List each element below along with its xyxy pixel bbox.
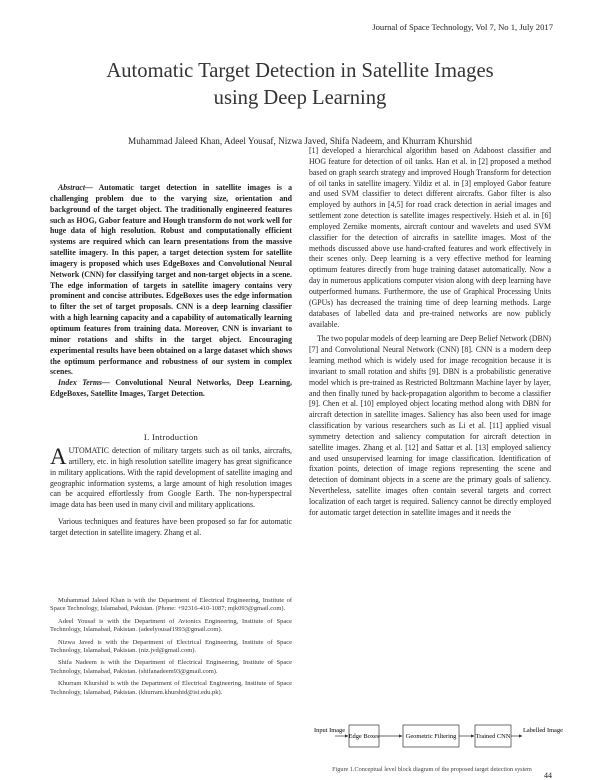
drop-cap: A	[50, 444, 67, 469]
diagram-label-output: Labelled Image	[523, 727, 563, 734]
block-diagram	[312, 716, 563, 756]
footnote: Shifa Nadeem is with the Department of Electrical Engineering, Institute of Space Technology, Islamabad, Pakistan. (shifanadeem93@gmail.com).	[50, 659, 292, 675]
intro-paragraph-1-text: UTOMATIC detection of military targets such as oil tanks, aircrafts, artillery, etc. in high resolution satellite imagery has great significance in military applications. With the rapid development of satellite imaging and geographic information systems, a large amount of high resolution images can be acquired effortlessly from Google Earth. The non-hyperspectral image data has been used in many civil and military applications.	[50, 446, 292, 510]
author-list: Muhammad Jaleed Khan, Adeel Yousaf, Nizwa Javed, Shifa Nadeem, and Khurram Khurshid	[128, 136, 472, 146]
author-footnotes	[50, 597, 292, 701]
index-terms	[50, 378, 292, 400]
index-terms-text: Convolutional Neural Networks, Deep Learning, EdgeBoxes, Satellite Images, Target Detection.	[50, 378, 292, 398]
index-terms-lead: Index Terms—	[58, 378, 110, 387]
diagram-label-geometric-filtering: Geometric Filtering	[405, 733, 457, 740]
footnote: Khurram Khurshid is with the Department of Electrical Engineering, Institute of Space Technology, Islamabad, Pakistan. (khurram.khurshid@ist.edu.pk).	[50, 680, 292, 696]
journal-header: Journal of Space Technology, Vol 7, No 1, July 2017	[372, 22, 553, 32]
title-line-1: Automatic Target Detection in Satellite Images	[106, 60, 494, 82]
right-paragraph-2: The two popular models of deep learning are Deep Belief Network (DBN) [7] and Convolutional Neural Network (CNN) [8]. CNN is a modern deep learning method which is widely used for image recognition because it is invariant to small rotation and shifts [9]. DBN is a probabilistic generative model which is pre-trained as Restricted Boltzmann Machine layer by layer, and then finally tuned by back-propagation algorithm to become a classifier [9]. Chen et al. [10] employed object locating method along with DBN for aircraft detection in satellite images. Saliency has also been used for image classification by various researchers such as Li et al. [11] applied visual symmetry detection and saliency computation for aircraft detection in satellite images. Zhang et al. [12] and Sattar et al. [13] employed saliency and used unsupervised learning for image classification. Identification of fixation points, detection of image regions representing the scene and detection of dominant objects in a scene are the primary goals of saliency. Nevertheless, satellite images often contain several targets and correct localization of each target is required. Saliency cannot be directly employed for automatic target detection in satellite images and it needs the	[309, 334, 551, 517]
abstract-text: Automatic target detection in satellite images is a challenging problem due to the varying size, orientation and background of the target object. The traditionally engineered features such as HOG, Gabor feature and Hough transform do not work well for huge data of high resolution. Robust and computationally efficient systems are required which can learn presentations from the massive satellite imagery. In this paper, a target detection system for satellite imagery is proposed which uses EdgeBoxes and Convolutional Neural Network (CNN) for classifying target and non-target objects in a scene. The edge information of targets in satellite imagery contains very prominent and concise attributes. EdgeBoxes uses the edge information to filter the set of target proposals. CNN is a deep learning classifier with a high learning capacity and a capability of automatically learning optimum features from training data. Moreover, CNN is invariant to minor rotations and shifts in the target object. Encouraging experimental results have been obtained on a large dataset which shows the optimum performance and robustness of our system in complex scenes.	[50, 183, 292, 377]
introduction-body	[50, 446, 292, 545]
diagram-label-input: Input Image	[314, 727, 346, 734]
figure-caption: Figure 1.Conceptual level block diagram of the proposed target detection system	[332, 766, 532, 773]
section-heading-introduction: I. Introduction	[143, 432, 199, 442]
footnote: Adeel Yousaf is with the Department of Avionics Engineering, Institute of Space Technology, Islamabad, Pakistan. (adeelyousaf1993@gmail.com).	[50, 617, 292, 634]
page-number: 44	[544, 771, 552, 780]
paper-title	[40, 58, 560, 112]
diagram-label-trained-cnn: Trained CNN	[475, 733, 511, 740]
abstract-lead: Abstract—	[58, 183, 93, 192]
right-column-body	[309, 146, 551, 523]
intro-paragraph-2: Various techniques and features have been proposed so far for automatic target detection in satellite imagery. Zhang et al.	[50, 517, 292, 537]
diagram-label-edge-boxes: Edge Boxes	[348, 733, 380, 740]
footnote: Nizwa Javed is with the Department of Electrical Engineering, Institute of Space Technology, Islamabad, Pakistan. (niz.jvd@gmail.com).	[50, 638, 292, 655]
title-line-2: using Deep Learning	[213, 87, 387, 109]
intro-paragraph-1	[50, 446, 292, 511]
right-paragraph-1: [1] developed a hierarchical algorithm based on Adaboost classifier and HOG feature for detection of oil tanks. Han et al. in [2] proposed a method based on graph search strategy and improved Hough Transform for detection of oil tanks in satellite imagery. Yildiz et al. in [3] employed Gabor feature and used SVM classifier to detect different aircrafts. Gabor filter is also employed by authors in [4,5] for road crack detection in aerial images and settlement zone detection is satellite images respectively. Hsieh et al. in [6] employed Zernike moments, aircraft contour and wavelets and used SVM classifier for the detection of aircrafts in satellite images. Most of the methods discussed above use hand-crafted features and work effectively in their scenes only. Deep learning is a very effective method for learning optimum features directly from huge training dataset automatically. Now a day in numerous applications computer vision along with deep learning have outperformed humans. Furthermore, the use of Graphical Processing Units (GPUs) has decreased the training time of deep learning methods. Large databases of labelled data and pre-trained networks are now publicly available.	[309, 146, 551, 329]
abstract	[50, 183, 292, 378]
footnote: Muhammad Jaleed Khan is with the Department of Electrical Engineering, Institute of Space Technology, Islamabad, Pakistan. (Phone: +92316-410-1087; mjk093@gmail.com).	[50, 597, 292, 613]
